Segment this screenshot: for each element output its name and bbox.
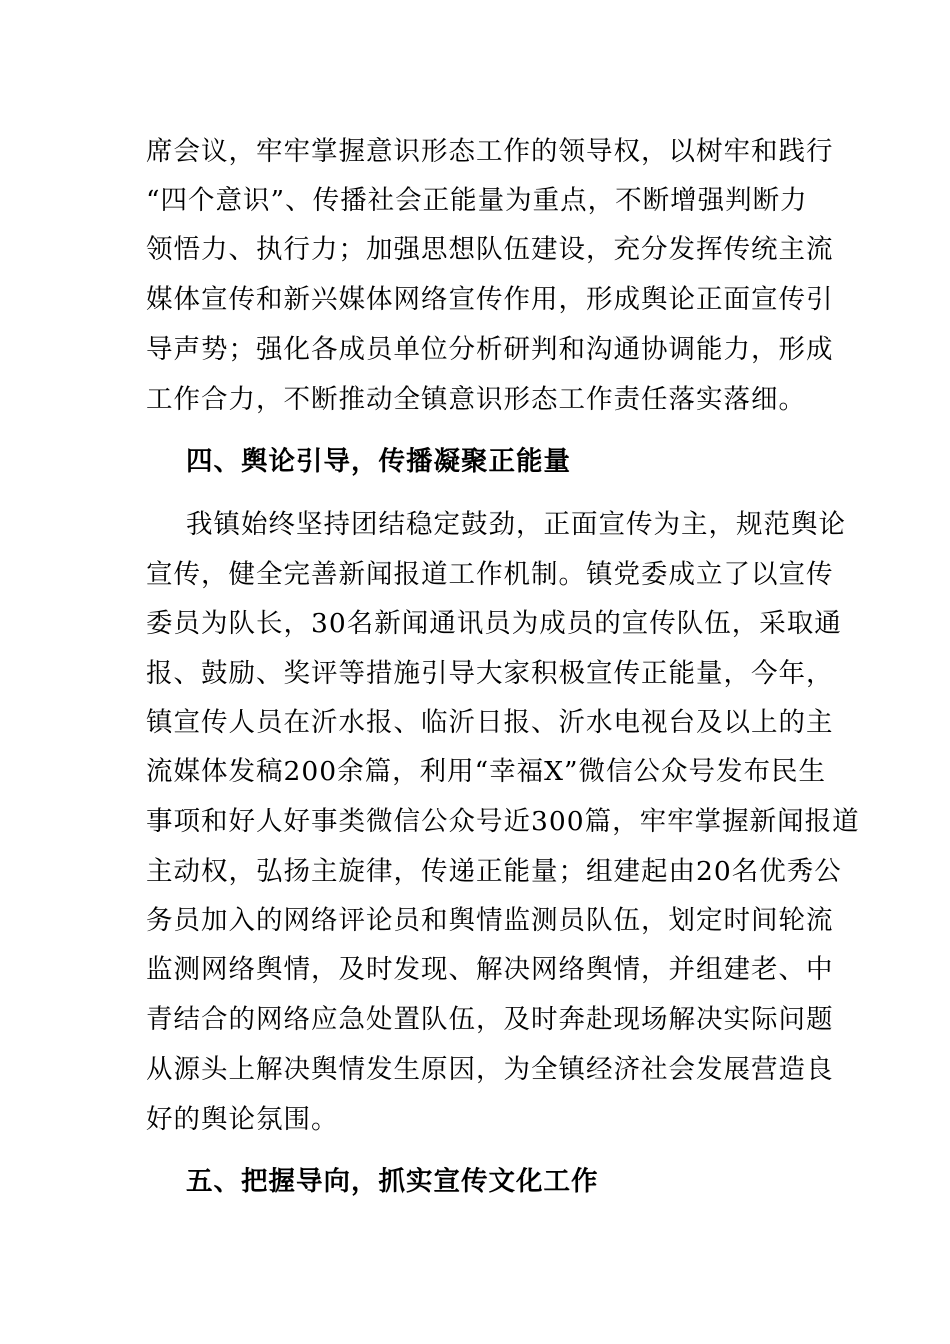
paragraph-1-line-5: 导声势；强化各成员单位分析研判和沟通协调能力，形成: [146, 334, 834, 365]
section-heading-5: 五、把握导向，抓实宣传文化工作: [186, 1166, 599, 1197]
paragraph-2-line-1: 我镇始终坚持团结稳定鼓劲，正面宣传为主，规范舆论: [186, 509, 846, 540]
paragraph-2-line-7: 事项和好人好事类微信公众号近300篇，牢牢掌握新闻报道: [146, 806, 860, 837]
paragraph-2-line-6: 流媒体发稿200余篇，利用“幸福X”微信公众号发布民生: [146, 756, 827, 787]
paragraph-2-line-11: 青结合的网络应急处置队伍，及时奔赴现场解决实际问题: [146, 1004, 834, 1035]
paragraph-1-line-2: “四个意识”、传播社会正能量为重点，不断增强判断力: [146, 185, 808, 216]
paragraph-2-line-9: 务员加入的网络评论员和舆情监测员队伍，划定时间轮流: [146, 905, 834, 936]
paragraph-1-line-3: 领悟力、执行力；加强思想队伍建设，充分发挥传统主流: [146, 234, 834, 265]
paragraph-1-line-1: 席会议，牢牢掌握意识形态工作的领导权，以树牢和践行: [146, 136, 834, 167]
paragraph-2-line-8: 主动权，弘扬主旋律，传递正能量；组建起由20名优秀公: [146, 856, 842, 887]
paragraph-2-line-4: 报、鼓励、奖评等措施引导大家积极宣传正能量，今年，: [146, 658, 834, 689]
paragraph-2-line-5: 镇宣传人员在沂水报、临沂日报、沂水电视台及以上的主: [146, 707, 834, 738]
paragraph-2-line-12: 从源头上解决舆情发生原因，为全镇经济社会发展营造良: [146, 1054, 834, 1085]
paragraph-2-line-10: 监测网络舆情，及时发现、解决网络舆情，并组建老、中: [146, 954, 834, 985]
paragraph-2-line-3: 委员为队长，30名新闻通讯员为成员的宣传队伍，采取通: [146, 608, 842, 639]
paragraph-2-line-2: 宣传，健全完善新闻报道工作机制。镇党委成立了以宣传: [146, 559, 834, 590]
paragraph-2-line-13: 好的舆论氛围。: [146, 1104, 339, 1135]
section-heading-4: 四、舆论引导，传播凝聚正能量: [186, 446, 571, 477]
paragraph-1-line-6: 工作合力，不断推动全镇意识形态工作责任落实落细。: [146, 384, 806, 415]
paragraph-1-line-4: 媒体宣传和新兴媒体网络宣传作用，形成舆论正面宣传引: [146, 284, 834, 315]
